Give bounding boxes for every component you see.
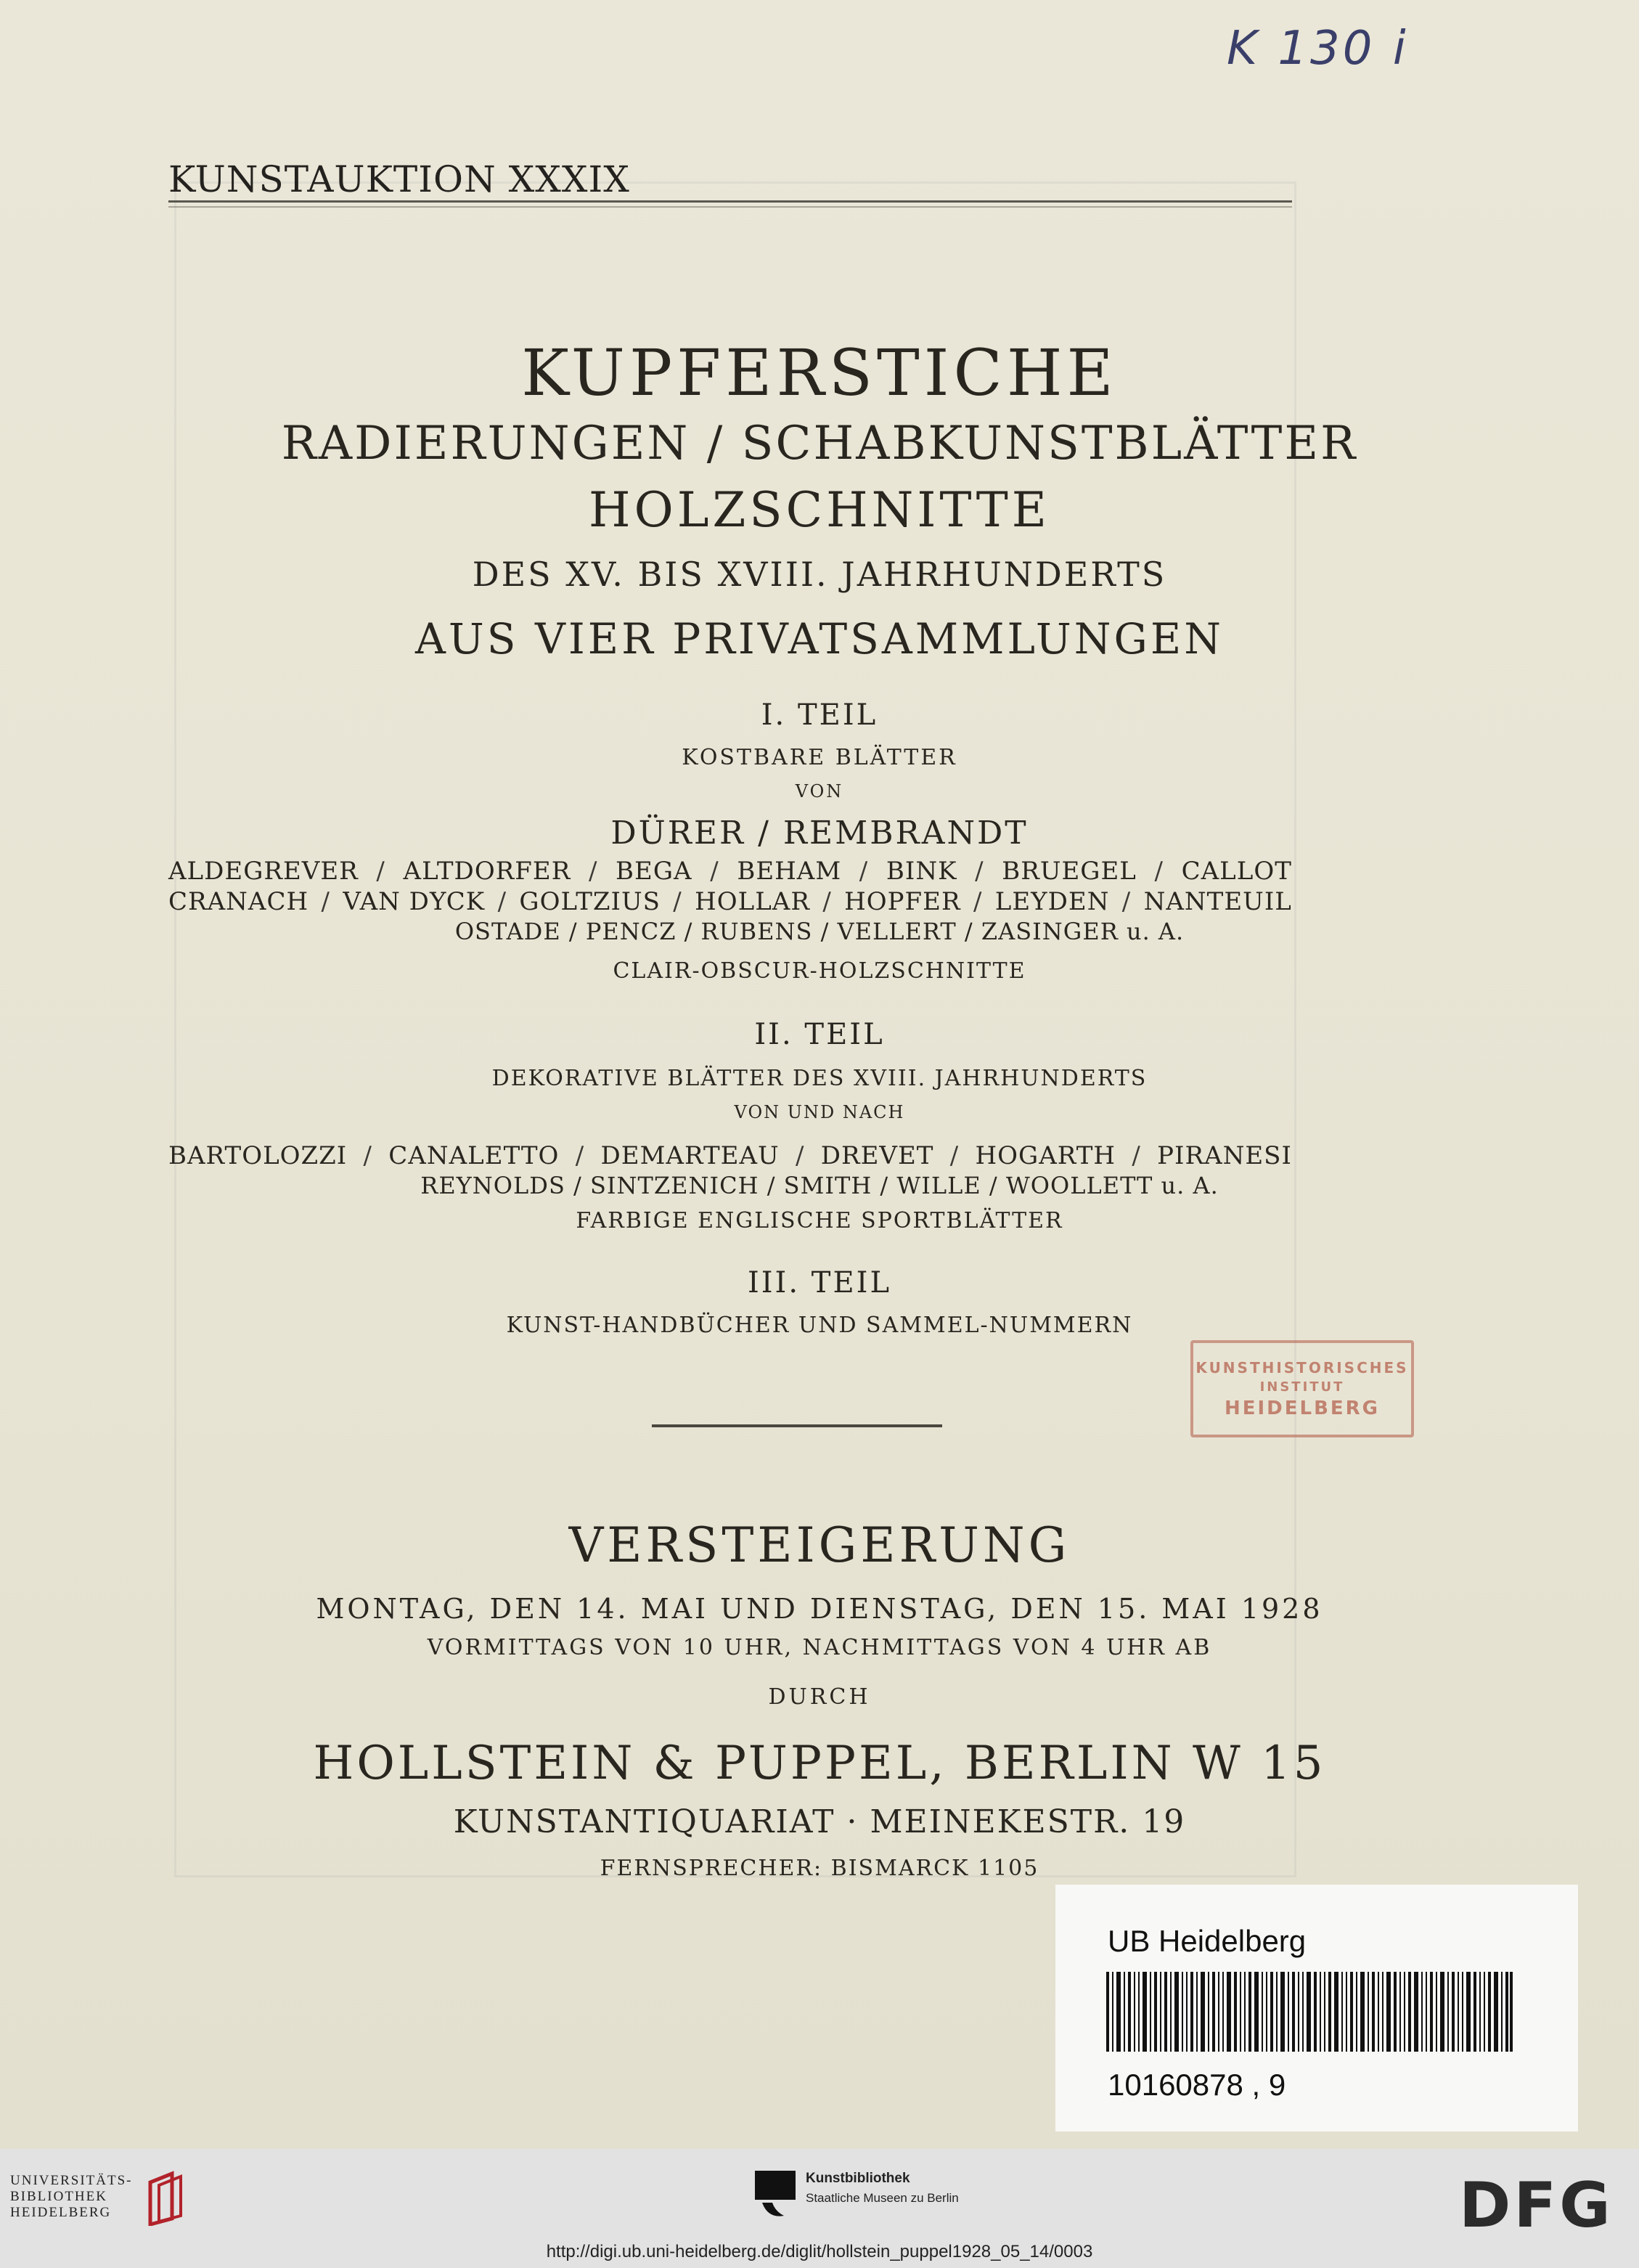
series-rule (168, 200, 1292, 203)
auction-heading: VERSTEIGERUNG (568, 1517, 1071, 1573)
kunstbibliothek-logo[interactable] (755, 2171, 959, 2222)
separator: / (1154, 857, 1164, 886)
institute-stamp (1190, 1340, 1414, 1437)
part2-artists-row2: REYNOLDS / SINTZENICH / SMITH / WILLE / WOOLLETT u. A. (420, 1172, 1219, 1199)
logo-text-line: BIBLIOTHEK (10, 2189, 107, 2204)
footer-bar (0, 2149, 1639, 2268)
part1-artists-row3: OSTADE / PENCZ / RUBENS / VELLERT / ZASINGER u. A. (454, 918, 1185, 945)
kunstbibliothek-name (806, 2171, 959, 2206)
part3-heading: III. TEIL (747, 1266, 892, 1300)
university-library-name (10, 2173, 133, 2221)
artist: ALTDORFER (403, 857, 571, 886)
title-century: DES XV. BIS XVIII. JAHRHUNDERTS (472, 555, 1167, 594)
part1-main-artists: DÜRER / REMBRANDT (610, 815, 1029, 852)
separator: / (949, 1141, 960, 1170)
separator: / (710, 857, 719, 886)
dfg-logo[interactable]: DFG (1459, 2169, 1614, 2242)
series-rule-thin (168, 206, 1292, 208)
artist: BEHAM (737, 857, 842, 886)
library-label (1055, 1885, 1578, 2132)
artist: DEMARTEAU (600, 1141, 780, 1170)
stamp-line: INSTITUT (1259, 1379, 1345, 1395)
artist: PIRANESI (1157, 1141, 1292, 1170)
title-collections: AUS VIER PRIVATSAMMLUNGEN (415, 614, 1224, 664)
separator: / (1132, 1141, 1141, 1170)
artist: HOGARTH (975, 1141, 1116, 1170)
part2-note: FARBIGE ENGLISCHE SPORTBLÄTTER (576, 1208, 1063, 1233)
kunstbibliothek-mark-icon (755, 2171, 796, 2222)
title-kupferstiche: KUPFERSTICHE (521, 335, 1118, 410)
artist: CALLOT (1181, 857, 1292, 886)
auction-durch: DURCH (768, 1684, 871, 1710)
series-title: KUNSTAUKTION XXXIX (168, 158, 630, 200)
stamp-line: KUNSTHISTORISCHES (1195, 1358, 1409, 1376)
separator: / (588, 857, 598, 886)
logo-text-line: Kunstbibliothek (806, 2171, 910, 2186)
separator: / (363, 1141, 372, 1170)
part1-note: CLAIR-OBSCUR-HOLZSCHNITTE (613, 958, 1026, 984)
part2-von-und-nach: VON UND NACH (734, 1102, 905, 1122)
part2-heading: II. TEIL (754, 1018, 885, 1051)
library-label-number: 10160878 , 9 (1108, 2068, 1286, 2102)
separator: / (973, 887, 983, 916)
title-holzschnitte: HOLZSCHNITTE (589, 482, 1050, 538)
artist: DREVET (820, 1141, 934, 1170)
stamp-line: HEIDELBERG (1224, 1397, 1381, 1419)
separator: / (859, 857, 869, 886)
part2-subtitle: DEKORATIVE BLÄTTER DES XVIII. JAHRHUNDERTS (491, 1066, 1148, 1091)
separator: / (822, 887, 832, 916)
university-library-logo[interactable] (10, 2168, 194, 2226)
handwritten-shelfmark: K 130 i (1227, 22, 1409, 76)
separator: / (321, 887, 330, 916)
artist: BEGA (616, 857, 692, 886)
separator: / (497, 887, 507, 916)
artist: CANALETTO (388, 1141, 560, 1170)
separator: / (975, 857, 984, 886)
logo-text-line: UNIVERSITÄTS- (10, 2173, 133, 2188)
library-label-title: UB Heidelberg (1108, 1924, 1307, 1958)
part2-artists-row1 (168, 1141, 1292, 1170)
part3-subtitle: KUNST-HANDBÜCHER UND SAMMEL-NUMMERN (506, 1313, 1133, 1338)
part1-subtitle: KOSTBARE BLÄTTER (682, 745, 957, 770)
permalink-url[interactable]: http://digi.ub.uni-heidelberg.de/diglit/hollstein_puppel1928_05_14/0003 (546, 2242, 1093, 2261)
auction-phone: FERNSPRECHER: BISMARCK 1105 (600, 1856, 1039, 1881)
artist: BRUEGEL (1002, 857, 1137, 886)
artist: GOLTZIUS (519, 887, 661, 916)
separator: / (795, 1141, 805, 1170)
auction-times: VORMITTAGS VON 10 UHR, NACHMITTAGS VON 4 UHR AB (427, 1635, 1212, 1660)
university-crest-icon (143, 2168, 194, 2226)
barcode-icon (1106, 1972, 1513, 2052)
artist: NANTEUIL (1143, 887, 1292, 916)
artist: BINK (886, 857, 957, 886)
artist: BARTOLOZZI (168, 1141, 348, 1170)
artist: CRANACH (168, 887, 309, 916)
artist: HOLLAR (695, 887, 810, 916)
separator: / (376, 857, 385, 886)
auction-house: HOLLSTEIN & PUPPEL, BERLIN W 15 (313, 1737, 1326, 1790)
title-radierungen: RADIERUNGEN / SCHABKUNSTBLÄTTER (281, 417, 1358, 470)
artist: ALDEGREVER (168, 857, 359, 886)
separator: / (1121, 887, 1132, 916)
artist: LEYDEN (994, 887, 1110, 916)
separator: / (673, 887, 682, 916)
logo-text-line: HEIDELBERG (10, 2205, 112, 2220)
part1-artists-row1 (168, 857, 1292, 886)
auction-address: KUNSTANTIQUARIAT · MEINEKESTR. 19 (453, 1803, 1186, 1840)
part1-artists-row2 (168, 887, 1292, 916)
auction-date: MONTAG, DEN 14. MAI UND DIENSTAG, DEN 15. MAI 1928 (316, 1593, 1323, 1625)
artist: VAN DYCK (343, 887, 486, 916)
logo-text-line: Staatliche Museen zu Berlin (806, 2191, 959, 2205)
separator: / (575, 1141, 585, 1170)
artist: HOPFER (844, 887, 961, 916)
part1-von: VON (795, 781, 844, 801)
section-divider (652, 1424, 942, 1427)
part1-heading: I. TEIL (761, 698, 878, 732)
